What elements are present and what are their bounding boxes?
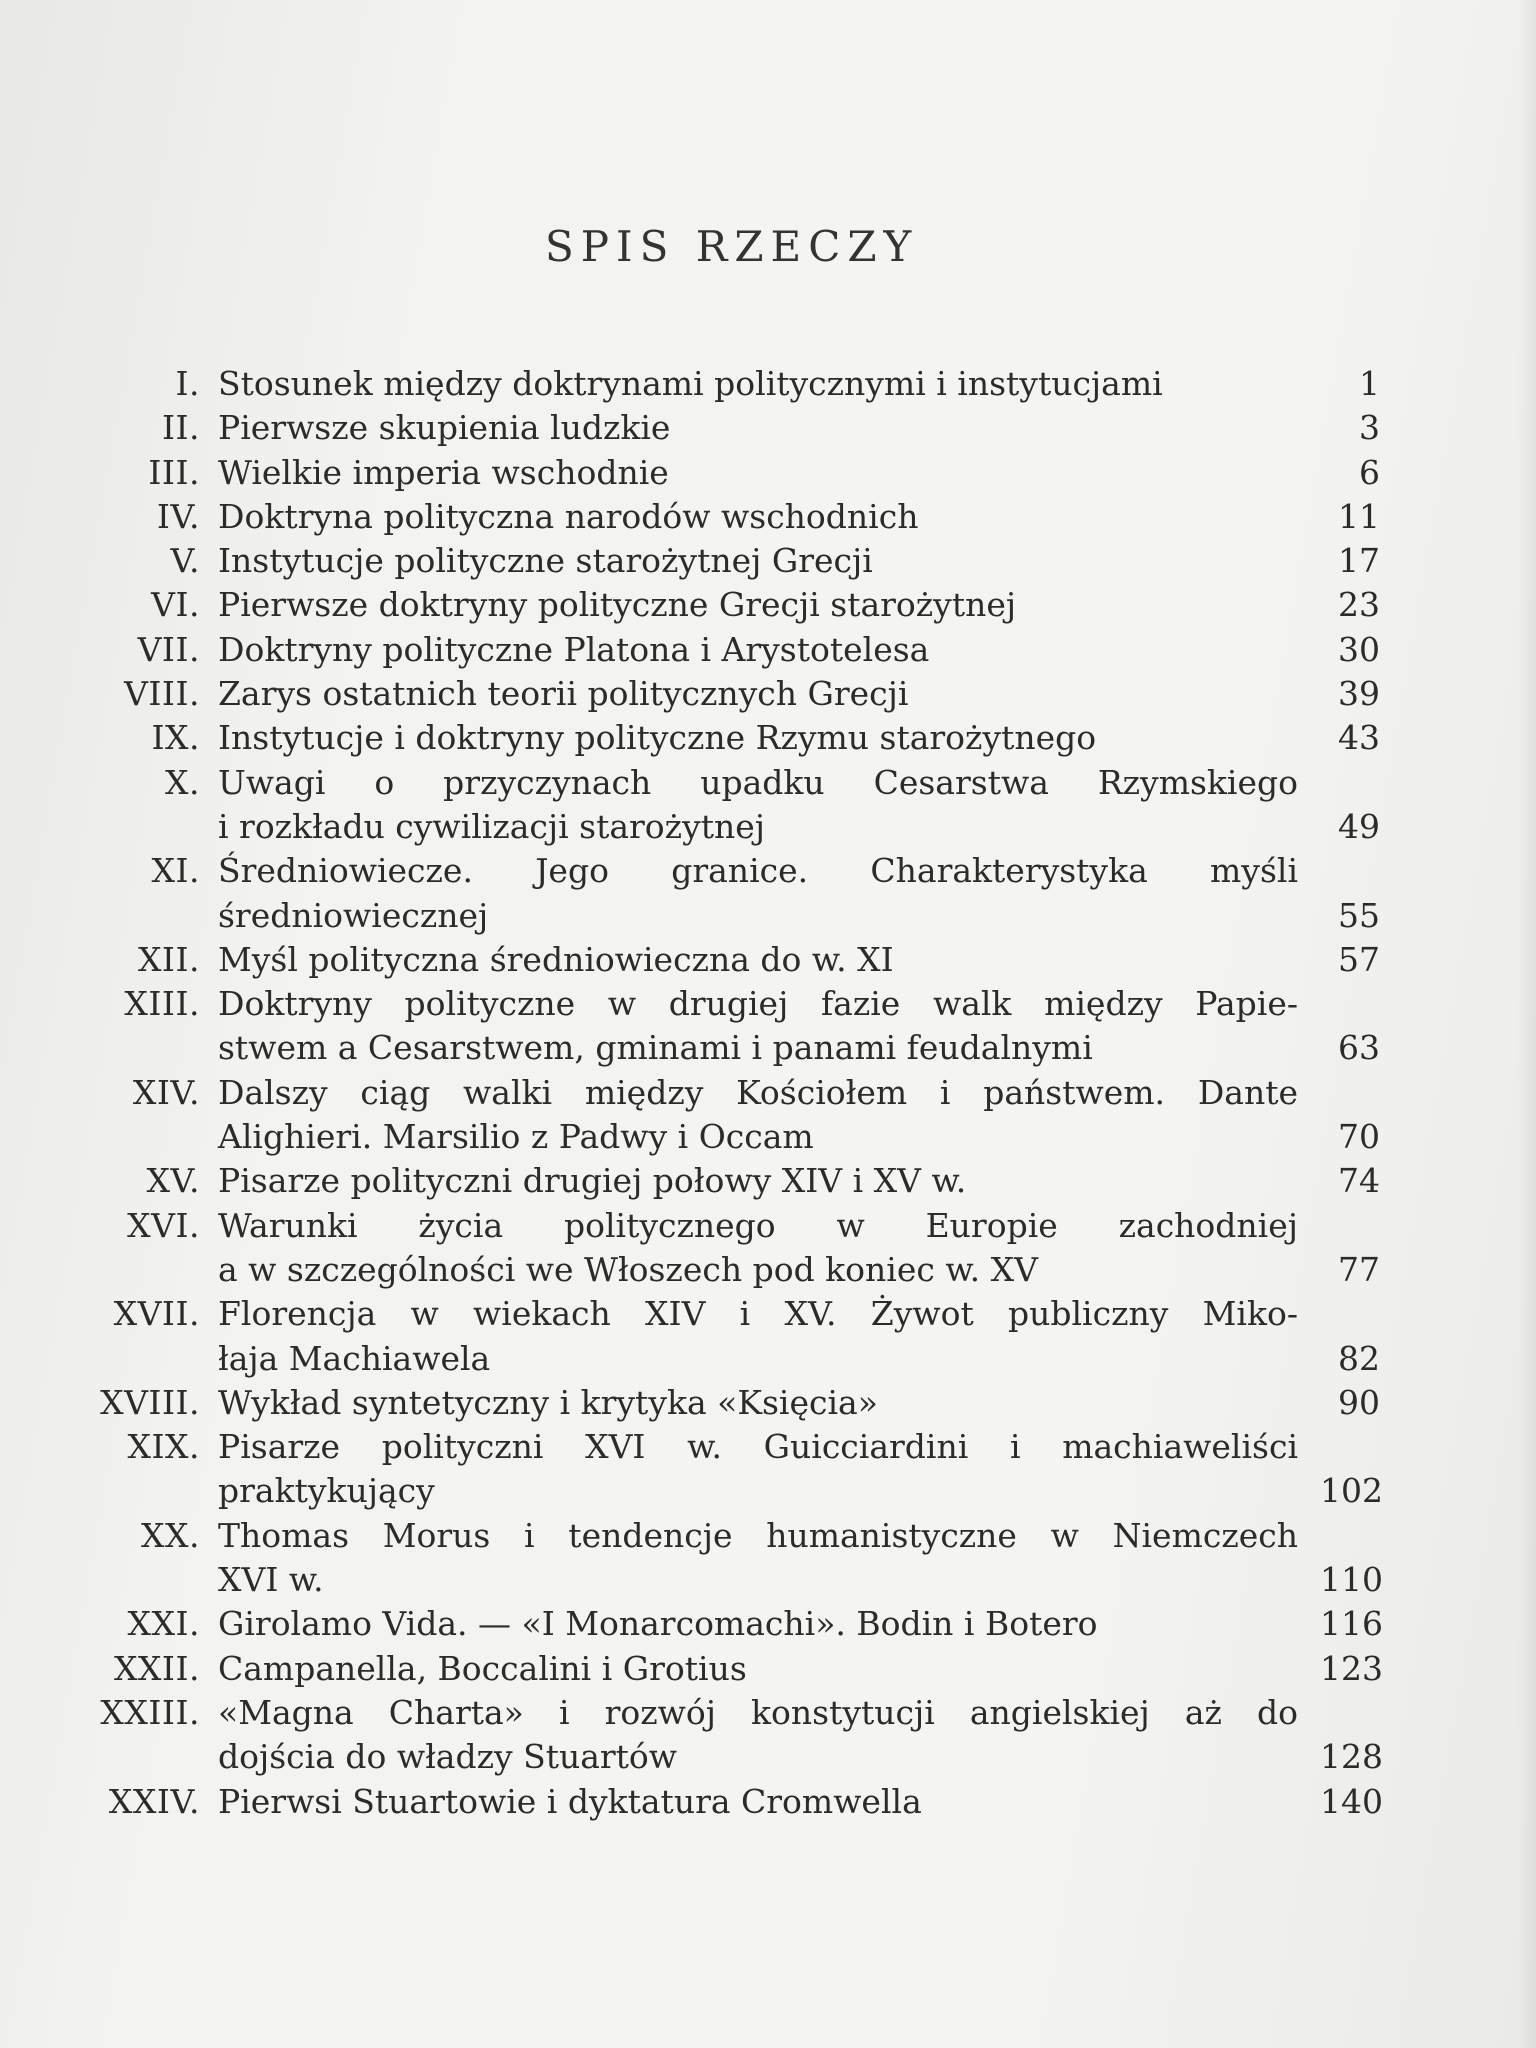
- toc-line: [0, 672, 1536, 716]
- chapter-number: XIX.: [127, 1427, 200, 1467]
- chapter-title: Średniowiecze. Jego granice. Charakterystyka myśli: [218, 851, 1298, 891]
- page-title: SPIS RZECZY: [545, 222, 919, 271]
- chapter-title: Florencja w wiekach XIV i XV. Żywot publiczny Miko-: [218, 1294, 1298, 1334]
- toc-line: [0, 628, 1536, 672]
- toc-entry: [0, 1514, 1536, 1603]
- toc-line: [0, 761, 1536, 805]
- chapter-title: średniowiecznej: [218, 895, 489, 935]
- chapter-number: XVII.: [113, 1294, 200, 1334]
- chapter-number: XXIV.: [108, 1781, 200, 1821]
- table-of-contents: [0, 362, 1536, 1824]
- page-number: 1: [1359, 364, 1380, 403]
- chapter-title: Alighieri. Marsilio z Padwy i Occam: [218, 1117, 814, 1157]
- toc-entry: [0, 938, 1536, 982]
- page-number: 116: [1320, 1604, 1383, 1644]
- chapter-number: III.: [148, 452, 200, 492]
- chapter-number: V.: [170, 541, 200, 581]
- chapter-title: Wykład syntetyczny i krytyka «Księcia»: [218, 1382, 878, 1422]
- chapter-title: Warunki życia politycznego w Europie zachodniej: [218, 1205, 1298, 1245]
- chapter-number: XII.: [137, 939, 200, 979]
- chapter-title: «Magna Charta» i rozwój konstytucji angielskiej aż do: [218, 1692, 1298, 1732]
- toc-line: [0, 1159, 1536, 1203]
- toc-line: [0, 1337, 1536, 1381]
- toc-line: [0, 583, 1536, 627]
- chapter-number: IX.: [151, 718, 200, 758]
- toc-entry: [0, 628, 1536, 672]
- chapter-title: a w szczególności we Włoszech pod koniec w. XV: [218, 1249, 1038, 1289]
- chapter-number: VI.: [151, 585, 200, 625]
- chapter-number: XVIII.: [100, 1382, 200, 1422]
- toc-line: [0, 894, 1536, 938]
- chapter-title: Girolamo Vida. — «I Monarcomachi». Bodin i Botero: [218, 1604, 1098, 1644]
- chapter-title: Thomas Morus i tendencje humanistyczne w Niemczech: [218, 1515, 1298, 1555]
- chapter-number: XV.: [146, 1161, 200, 1201]
- page-number: 140: [1320, 1781, 1383, 1821]
- toc-line: [0, 938, 1536, 982]
- toc-entry: [0, 1292, 1536, 1381]
- toc-entry: [0, 362, 1536, 406]
- toc-line: [0, 1558, 1536, 1602]
- page-number: 49: [1338, 806, 1380, 846]
- toc-entry: [0, 1071, 1536, 1160]
- toc-entry: [0, 1780, 1536, 1824]
- toc-line: [0, 1026, 1536, 1070]
- chapter-title: Doktryna polityczna narodów wschodnich: [218, 496, 919, 536]
- toc-line: [0, 1780, 1536, 1824]
- chapter-title: dojścia do władzy Stuartów: [218, 1737, 678, 1777]
- chapter-number: XI.: [151, 851, 200, 891]
- chapter-title: Doktryny polityczne w drugiej fazie walk między Papie-: [218, 984, 1298, 1024]
- toc-line: [0, 1514, 1536, 1558]
- toc-entry: [0, 849, 1536, 938]
- chapter-number: IV.: [156, 496, 200, 536]
- toc-line: [0, 1735, 1536, 1779]
- toc-line: [0, 1292, 1536, 1336]
- toc-line: [0, 849, 1536, 893]
- chapter-title: stwem a Cesarstwem, gminami i panami feudalnymi: [218, 1028, 1093, 1068]
- chapter-title: i rozkładu cywilizacji starożytnej: [218, 806, 765, 846]
- toc-entry: [0, 539, 1536, 583]
- chapter-number: XIII.: [124, 984, 200, 1024]
- page-number: 77: [1338, 1249, 1380, 1289]
- toc-entry: [0, 716, 1536, 760]
- toc-entry: [0, 982, 1536, 1071]
- toc-line: [0, 1381, 1536, 1425]
- page-number: 90: [1338, 1382, 1380, 1422]
- chapter-title: praktykujący: [218, 1471, 435, 1511]
- page-number: 11: [1338, 496, 1380, 536]
- page-number: 23: [1338, 585, 1380, 625]
- chapter-title: XVI w.: [218, 1560, 324, 1600]
- toc-entry: [0, 1425, 1536, 1514]
- chapter-number: XXI.: [127, 1604, 200, 1644]
- toc-line: [0, 1602, 1536, 1646]
- chapter-number: X.: [165, 762, 200, 802]
- toc-entry: [0, 1647, 1536, 1691]
- toc-line: [0, 716, 1536, 760]
- page-number: 57: [1338, 939, 1380, 979]
- chapter-title: Wielkie imperia wschodnie: [218, 452, 669, 492]
- toc-entry: [0, 761, 1536, 850]
- page-number: 43: [1338, 718, 1380, 758]
- chapter-title: Stosunek między doktrynami politycznymi i instytucjami: [218, 364, 1163, 403]
- toc-line: [0, 1691, 1536, 1735]
- toc-entry: [0, 1381, 1536, 1425]
- chapter-title: Pisarze polityczni drugiej połowy XIV i XV w.: [218, 1161, 967, 1201]
- toc-entry: [0, 406, 1536, 450]
- toc-line: [0, 1425, 1536, 1469]
- page-number: 63: [1338, 1028, 1380, 1068]
- toc-line: [0, 495, 1536, 539]
- toc-entry: [0, 583, 1536, 627]
- toc-line: [0, 539, 1536, 583]
- toc-entry: [0, 1159, 1536, 1203]
- toc-line: [0, 1115, 1536, 1159]
- chapter-title: Doktryny polityczne Platona i Arystotelesa: [218, 629, 930, 669]
- page-number: 17: [1338, 541, 1380, 581]
- toc-line: [0, 805, 1536, 849]
- chapter-number: XIV.: [132, 1072, 200, 1112]
- chapter-title: Pisarze polityczni XVI w. Guicciardini i machiaweliści: [218, 1427, 1298, 1467]
- toc-entry: [0, 1204, 1536, 1293]
- toc-line: [0, 1469, 1536, 1513]
- chapter-number: XXIII.: [100, 1692, 200, 1732]
- chapter-number: II.: [161, 408, 200, 448]
- toc-line: [0, 1071, 1536, 1115]
- page-number: 110: [1320, 1560, 1383, 1600]
- toc-entry: [0, 672, 1536, 716]
- chapter-title: Zarys ostatnich teorii politycznych Grecji: [218, 674, 909, 714]
- toc-line: [0, 1248, 1536, 1292]
- toc-entry: [0, 1602, 1536, 1646]
- toc-line: [0, 1204, 1536, 1248]
- toc-entry: [0, 495, 1536, 539]
- page-number: 102: [1320, 1471, 1383, 1511]
- page-number: 74: [1338, 1161, 1380, 1201]
- toc-line: [0, 982, 1536, 1026]
- chapter-title: Pierwsze skupienia ludzkie: [218, 408, 671, 448]
- toc-line: [0, 1647, 1536, 1691]
- chapter-number: VII.: [137, 629, 200, 669]
- page-number: 6: [1359, 452, 1380, 492]
- chapter-title: Campanella, Boccalini i Grotius: [218, 1648, 747, 1688]
- chapter-title: Pierwsi Stuartowie i dyktatura Cromwella: [218, 1781, 922, 1821]
- chapter-title: Instytucje polityczne starożytnej Grecji: [218, 541, 873, 581]
- toc-entry: [0, 451, 1536, 495]
- chapter-number: I.: [175, 364, 200, 403]
- toc-line: [0, 406, 1536, 450]
- page-number: 39: [1338, 674, 1380, 714]
- toc-line: [0, 362, 1536, 406]
- page-number: 128: [1320, 1737, 1383, 1777]
- chapter-title: Pierwsze doktryny polityczne Grecji starożytnej: [218, 585, 1017, 625]
- chapter-number: XVI.: [127, 1205, 200, 1245]
- chapter-number: XXII.: [113, 1648, 200, 1688]
- chapter-number: XX.: [141, 1515, 200, 1555]
- page-number: 82: [1338, 1338, 1380, 1378]
- chapter-number: VIII.: [124, 674, 200, 714]
- chapter-title: Instytucje i doktryny polityczne Rzymu starożytnego: [218, 718, 1097, 758]
- page-number: 30: [1338, 629, 1380, 669]
- page-number: 3: [1359, 408, 1380, 448]
- chapter-title: Uwagi o przyczynach upadku Cesarstwa Rzymskiego: [218, 762, 1298, 802]
- toc-entry: [0, 1691, 1536, 1780]
- page-number: 70: [1338, 1117, 1380, 1157]
- toc-line: [0, 451, 1536, 495]
- chapter-title: Dalszy ciąg walki między Kościołem i państwem. Dante: [218, 1072, 1298, 1112]
- page-number: 123: [1320, 1648, 1383, 1688]
- page-number: 55: [1338, 895, 1380, 935]
- chapter-title: Myśl polityczna średniowieczna do w. XI: [218, 939, 894, 979]
- chapter-title: łaja Machiawela: [218, 1338, 491, 1378]
